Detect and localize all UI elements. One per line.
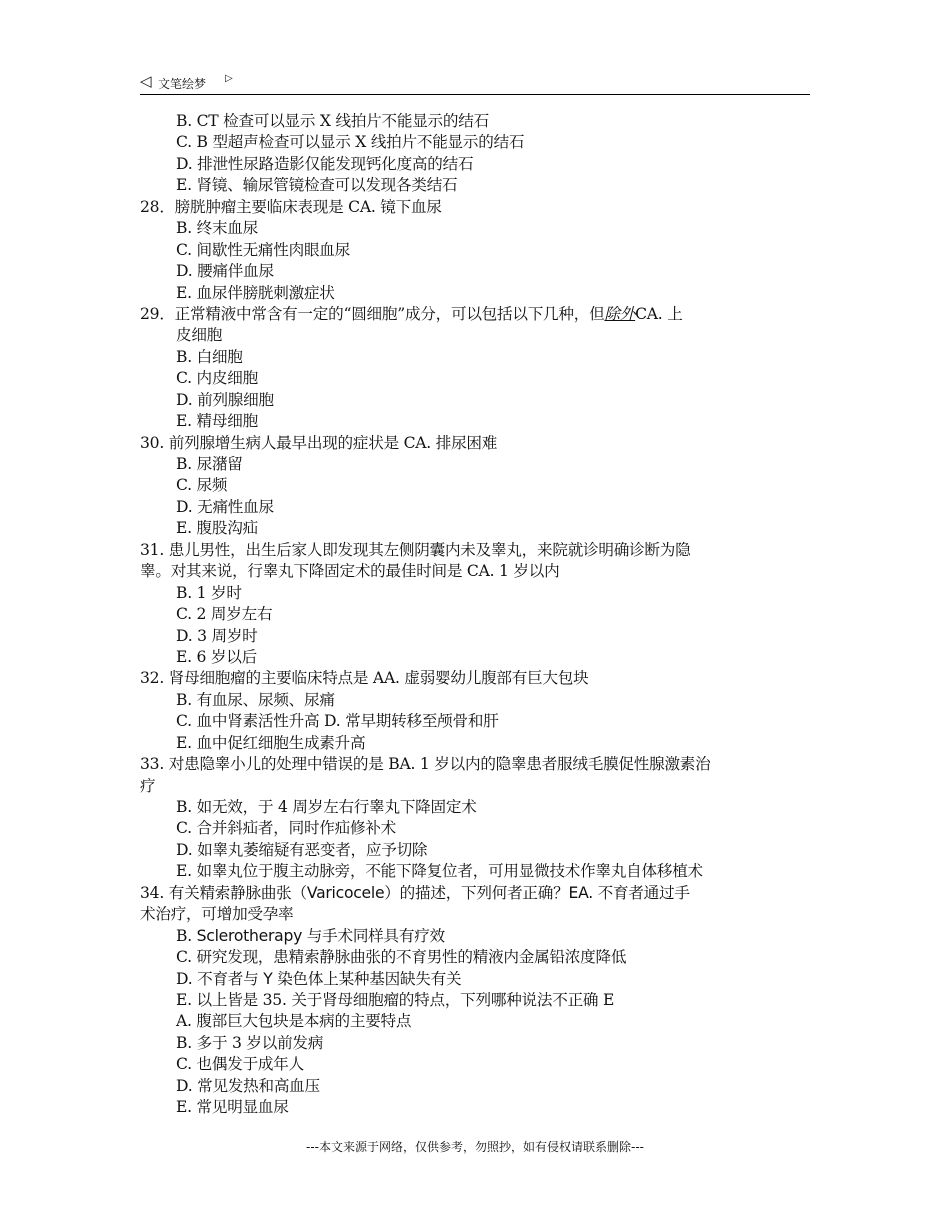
q30-option-d: D. 无痛性血尿: [176, 497, 274, 516]
q31-stem: 31. 患儿男性，出生后家人即发现其左侧阴囊内未及睾丸，来院就诊明确诊断为隐: [140, 540, 691, 559]
q31-option-d: D. 3 周岁时: [176, 626, 258, 645]
q29-except-emphasis: 除外: [604, 304, 636, 323]
q28-stem: 28．膀胱肿瘤主要临床表现是 CA. 镜下血尿: [140, 197, 442, 216]
q32-option-cd: C. 血中肾素活性升高 D. 常早期转移至颅骨和肝: [176, 712, 499, 731]
page-header: [140, 72, 810, 95]
q31-option-c: C. 2 周岁左右: [176, 605, 273, 624]
right-triangle-icon: ▷: [225, 73, 233, 84]
q35-option-b: B. 多于 3 岁以前发病: [176, 1033, 324, 1052]
q29-option-b: B. 白细胞: [176, 347, 243, 366]
q34-option-c: C. 研究发现，患精索静脉曲张的不育男性的精液内金属铅浓度降低: [176, 948, 627, 967]
q31-option-b: B. 1 岁时: [176, 583, 242, 602]
q32-stem: 32. 肾母细胞瘤的主要临床特点是 AA. 虚弱婴幼儿腹部有巨大包块: [140, 669, 589, 688]
q34-option-d-term: Y: [263, 969, 273, 988]
q28-option-e: E. 血尿伴膀胱刺激症状: [176, 283, 335, 302]
q35-option-e: E. 常见明显血尿: [176, 1098, 289, 1117]
q33-stem-continuation: 疗: [140, 776, 156, 795]
q35-option-d: D. 常见发热和高血压: [176, 1076, 320, 1095]
q34-option-e-q35-stem: E. 以上皆是 35. 关于肾母细胞瘤的特点，下列哪种说法不正确 E: [176, 990, 615, 1009]
q34-option-b-text: 与手术同样具有疗效: [302, 926, 445, 945]
q35-option-a: A. 腹部巨大包块是本病的主要特点: [176, 1012, 412, 1031]
q29-option-d: D. 前列腺细胞: [176, 390, 274, 409]
q28-option-c: C. 间歇性无痛性肉眼血尿: [176, 240, 350, 259]
q34-stem-question: ）的描述，下列何者正确？: [384, 883, 569, 902]
q34-term: Varicocele: [306, 883, 385, 902]
q33-option-c: C. 合并斜疝者，同时作疝修补术: [176, 819, 397, 838]
document-body: [140, 111, 812, 1119]
q30-option-c: C. 尿频: [176, 476, 228, 495]
q32-option-e: E. 血中促红细胞生成素升高: [176, 733, 366, 752]
q34-option-b-label: B.: [176, 926, 197, 945]
q29-stem-answer: CA. 上: [635, 304, 683, 323]
q29-stem: [140, 304, 812, 325]
q29-option-c: C. 内皮细胞: [176, 369, 258, 388]
header-brand: 文笔绘梦: [158, 77, 207, 91]
q31-option-e: E. 6 岁以后: [176, 647, 257, 666]
page-footer-disclaimer: ---本文来源于网络，仅供参考，勿照抄，如有侵权请联系删除---: [306, 1140, 644, 1154]
q32-option-b: B. 有血尿、尿频、尿痛: [176, 690, 335, 709]
q34-stem-continuation: 术治疗，可增加受孕率: [140, 905, 294, 924]
q34-option-d: [140, 969, 812, 990]
q33-option-b: B. 如无效，于 4 周岁左右行睾丸下降固定术: [176, 798, 477, 816]
q29-option-e: E. 精母细胞: [176, 412, 258, 431]
q34-stem-text: 34. 有关精索静脉曲张（: [140, 883, 307, 902]
q28-option-b: B. 终末血尿: [176, 219, 258, 238]
q30-option-e: E. 腹股沟疝: [176, 519, 258, 538]
q31-stem-continuation: 睾。对其来说，行睾丸下降固定术的最佳时间是 CA. 1 岁以内: [140, 562, 560, 581]
q34-option-b: [140, 926, 812, 947]
q33-option-d: D. 如睾丸萎缩疑有恶变者，应予切除: [176, 840, 428, 859]
q34-stem: [140, 883, 812, 904]
q33-option-e: E. 如睾丸位于腹主动脉旁，不能下降复位者，可用显微技术作睾丸自体移植术: [176, 862, 703, 881]
q34-stem-answer: EA. 不育者通过手: [568, 883, 690, 902]
q27-option-c: C. B 型超声检查可以显示 X 线拍片不能显示的结石: [176, 133, 525, 152]
q33-stem: 33. 对患隐睾小儿的处理中错误的是 BA. 1 岁以内的隐睾患者服绒毛膜促性腺激素治: [140, 755, 711, 774]
q35-option-c: C. 也偶发于成年人: [176, 1055, 304, 1074]
q30-option-b: B. 尿潴留: [176, 455, 243, 473]
q27-option-e: E. 肾镜、输尿管镜检查可以发现各类结石: [176, 176, 458, 195]
q34-option-b-term: Sclerotherapy: [196, 926, 303, 945]
q34-option-d-label: D. 不育者与: [176, 969, 264, 988]
q34-option-d-text: 染色体上某种基因缺失有关: [272, 969, 462, 988]
left-triangle-icon: ◁: [140, 72, 152, 90]
q27-option-d: D. 排泄性尿路造影仅能发现钙化度高的结石: [176, 154, 474, 173]
q30-stem: 30. 前列腺增生病人最早出现的症状是 CA. 排尿困难: [140, 433, 498, 452]
q28-option-d: D. 腰痛伴血尿: [176, 262, 274, 281]
q29-stem-text: 29．正常精液中常含有一定的“圆细胞”成分，可以包括以下几种，但: [140, 304, 605, 323]
q29-stem-continuation: 皮细胞: [176, 326, 223, 345]
q27-option-b: B. CT 检查可以显示 X 线拍片不能显示的结石: [176, 112, 489, 130]
